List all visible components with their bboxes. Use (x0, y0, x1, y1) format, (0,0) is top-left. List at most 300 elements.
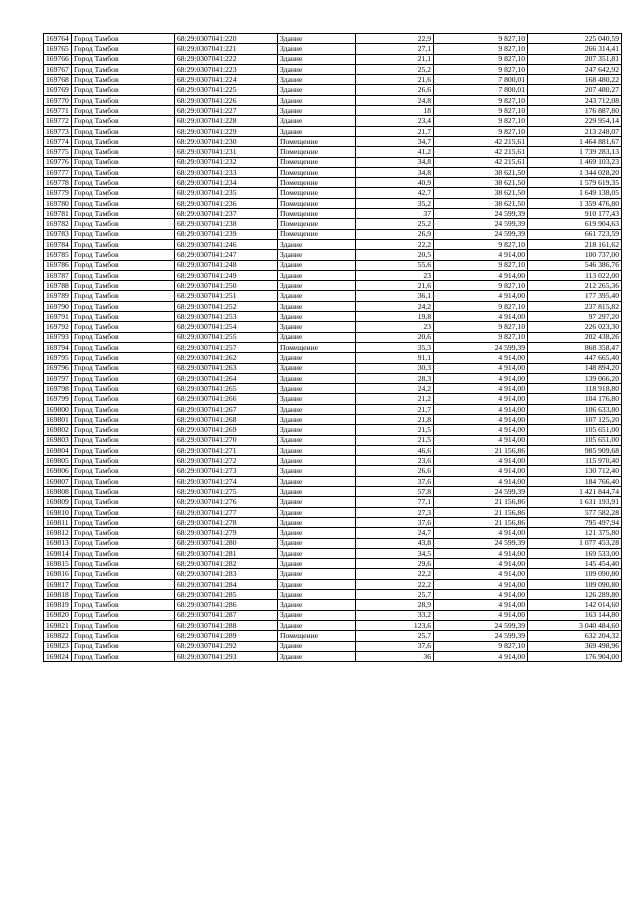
locality-cell: Город Тамбов (72, 250, 175, 260)
locality-cell: Город Тамбов (72, 445, 175, 455)
object-type-cell: Здание (278, 332, 356, 342)
cadastral-value-cell: 106 633,80 (528, 404, 622, 414)
locality-cell: Город Тамбов (72, 641, 175, 651)
area-cell: 18 (356, 106, 434, 116)
table-row (44, 198, 622, 208)
row-number-cell: 169810 (44, 507, 72, 517)
specific-value-cell: 9 827,10 (434, 332, 528, 342)
table-row (44, 456, 622, 466)
locality-cell: Город Тамбов (72, 528, 175, 538)
locality-cell: Город Тамбов (72, 579, 175, 589)
row-number-cell: 169817 (44, 579, 72, 589)
object-type-cell: Здание (278, 322, 356, 332)
table-row (44, 167, 622, 177)
row-number-cell: 169818 (44, 590, 72, 600)
cadastral-number-cell: 68:29:0307041:246 (175, 239, 278, 249)
cadastral-number-cell: 68:29:0307041:274 (175, 476, 278, 486)
area-cell: 24,7 (356, 528, 434, 538)
cadastral-value-cell: 247 642,92 (528, 64, 622, 74)
cadastral-number-cell: 68:29:0307041:268 (175, 414, 278, 424)
area-cell: 36 (356, 651, 434, 661)
cadastral-number-cell: 68:29:0307041:247 (175, 250, 278, 260)
object-type-cell: Помещение (278, 167, 356, 177)
row-number-cell: 169770 (44, 95, 72, 105)
cadastral-number-cell: 68:29:0307041:293 (175, 651, 278, 661)
locality-cell: Город Тамбов (72, 620, 175, 630)
table-row (44, 414, 622, 424)
row-number-cell: 169766 (44, 54, 72, 64)
object-type-cell: Здание (278, 641, 356, 651)
area-cell: 34,5 (356, 548, 434, 558)
object-type-cell: Помещение (278, 631, 356, 641)
object-type-cell: Здание (278, 466, 356, 476)
locality-cell: Город Тамбов (72, 476, 175, 486)
cadastral-value-cell: 105 651,00 (528, 425, 622, 435)
cadastral-number-cell: 68:29:0307041:223 (175, 64, 278, 74)
table-row (44, 342, 622, 352)
area-cell: 37,6 (356, 641, 434, 651)
area-cell: 46,6 (356, 445, 434, 455)
locality-cell: Город Тамбов (72, 487, 175, 497)
area-cell: 30,3 (356, 363, 434, 373)
area-cell: 25,2 (356, 64, 434, 74)
table-row (44, 188, 622, 198)
cadastral-value-cell: 632 204,32 (528, 631, 622, 641)
row-number-cell: 169776 (44, 157, 72, 167)
object-type-cell: Здание (278, 507, 356, 517)
area-cell: 43,8 (356, 538, 434, 548)
locality-cell: Город Тамбов (72, 559, 175, 569)
row-number-cell: 169814 (44, 548, 72, 558)
specific-value-cell: 4 914,00 (434, 384, 528, 394)
row-number-cell: 169790 (44, 301, 72, 311)
table-row (44, 497, 622, 507)
cadastral-value-cell: 113 022,00 (528, 270, 622, 280)
locality-cell: Город Тамбов (72, 312, 175, 322)
row-number-cell: 169802 (44, 425, 72, 435)
object-type-cell: Здание (278, 116, 356, 126)
specific-value-cell: 24 599,39 (434, 487, 528, 497)
cadastral-number-cell: 68:29:0307041:266 (175, 394, 278, 404)
specific-value-cell: 4 914,00 (434, 456, 528, 466)
row-number-cell: 169800 (44, 404, 72, 414)
cadastral-value-cell: 1 077 453,28 (528, 538, 622, 548)
specific-value-cell: 4 914,00 (434, 394, 528, 404)
specific-value-cell: 4 914,00 (434, 590, 528, 600)
table-row (44, 600, 622, 610)
table-row (44, 34, 622, 44)
table-row (44, 363, 622, 373)
cadastral-value-cell: 115 970,40 (528, 456, 622, 466)
table-row (44, 579, 622, 589)
object-type-cell: Здание (278, 291, 356, 301)
cadastral-value-cell: 109 090,80 (528, 579, 622, 589)
locality-cell: Город Тамбов (72, 44, 175, 54)
locality-cell: Город Тамбов (72, 106, 175, 116)
cadastral-value-cell: 229 954,14 (528, 116, 622, 126)
object-type-cell: Здание (278, 250, 356, 260)
area-cell: 27,1 (356, 44, 434, 54)
object-type-cell: Здание (278, 301, 356, 311)
object-type-cell: Здание (278, 548, 356, 558)
locality-cell: Город Тамбов (72, 64, 175, 74)
cadastral-number-cell: 68:29:0307041:232 (175, 157, 278, 167)
cadastral-value-cell: 546 386,76 (528, 260, 622, 270)
specific-value-cell: 38 621,50 (434, 198, 528, 208)
specific-value-cell: 9 827,10 (434, 95, 528, 105)
area-cell: 21,1 (356, 54, 434, 64)
object-type-cell: Здание (278, 579, 356, 589)
table-row (44, 136, 622, 146)
cadastral-value-cell: 104 176,80 (528, 394, 622, 404)
cadastral-number-cell: 68:29:0307041:280 (175, 538, 278, 548)
locality-cell: Город Тамбов (72, 353, 175, 363)
cadastral-value-cell: 142 014,60 (528, 600, 622, 610)
locality-cell: Город Тамбов (72, 651, 175, 661)
object-type-cell: Здание (278, 44, 356, 54)
locality-cell: Город Тамбов (72, 188, 175, 198)
specific-value-cell: 4 914,00 (434, 363, 528, 373)
row-number-cell: 169781 (44, 209, 72, 219)
object-type-cell: Помещение (278, 136, 356, 146)
object-type-cell: Здание (278, 34, 356, 44)
object-type-cell: Здание (278, 590, 356, 600)
specific-value-cell: 38 621,50 (434, 167, 528, 177)
specific-value-cell: 38 621,50 (434, 178, 528, 188)
cadastral-number-cell: 68:29:0307041:287 (175, 610, 278, 620)
cadastral-value-cell: 177 395,40 (528, 291, 622, 301)
cadastral-value-cell: 225 040,59 (528, 34, 622, 44)
locality-cell: Город Тамбов (72, 126, 175, 136)
locality-cell: Город Тамбов (72, 34, 175, 44)
row-number-cell: 169773 (44, 126, 72, 136)
area-cell: 21,5 (356, 435, 434, 445)
object-type-cell: Помещение (278, 209, 356, 219)
specific-value-cell: 42 215,61 (434, 136, 528, 146)
cadastral-number-cell: 68:29:0307041:275 (175, 487, 278, 497)
locality-cell: Город Тамбов (72, 363, 175, 373)
specific-value-cell: 9 827,10 (434, 301, 528, 311)
specific-value-cell: 24 599,39 (434, 342, 528, 352)
table-row (44, 353, 622, 363)
object-type-cell: Здание (278, 281, 356, 291)
locality-cell: Город Тамбов (72, 209, 175, 219)
cadastral-number-cell: 68:29:0307041:279 (175, 528, 278, 538)
table-row (44, 54, 622, 64)
specific-value-cell: 24 599,39 (434, 620, 528, 630)
table-row (44, 239, 622, 249)
specific-value-cell: 7 800,01 (434, 85, 528, 95)
table-row (44, 291, 622, 301)
cadastral-value-cell: 619 904,63 (528, 219, 622, 229)
table-row (44, 332, 622, 342)
area-cell: 123,6 (356, 620, 434, 630)
cadastral-number-cell: 68:29:0307041:255 (175, 332, 278, 342)
cadastral-number-cell: 68:29:0307041:224 (175, 75, 278, 85)
cadastral-number-cell: 68:29:0307041:276 (175, 497, 278, 507)
locality-cell: Город Тамбов (72, 167, 175, 177)
specific-value-cell: 4 914,00 (434, 425, 528, 435)
object-type-cell: Здание (278, 610, 356, 620)
cadastral-value-table (43, 33, 622, 662)
specific-value-cell: 24 599,39 (434, 631, 528, 641)
cadastral-number-cell: 68:29:0307041:270 (175, 435, 278, 445)
area-cell: 57,8 (356, 487, 434, 497)
locality-cell: Город Тамбов (72, 610, 175, 620)
locality-cell: Город Тамбов (72, 291, 175, 301)
cadastral-value-cell: 213 248,07 (528, 126, 622, 136)
cadastral-number-cell: 68:29:0307041:237 (175, 209, 278, 219)
area-cell: 29,6 (356, 559, 434, 569)
row-number-cell: 169820 (44, 610, 72, 620)
cadastral-number-cell: 68:29:0307041:228 (175, 116, 278, 126)
locality-cell: Город Тамбов (72, 569, 175, 579)
specific-value-cell: 4 914,00 (434, 600, 528, 610)
object-type-cell: Здание (278, 620, 356, 630)
cadastral-value-cell: 1 421 844,74 (528, 487, 622, 497)
specific-value-cell: 4 914,00 (434, 548, 528, 558)
table-row (44, 517, 622, 527)
area-cell: 26,9 (356, 229, 434, 239)
specific-value-cell: 9 827,10 (434, 106, 528, 116)
cadastral-number-cell: 68:29:0307041:281 (175, 548, 278, 558)
row-number-cell: 169791 (44, 312, 72, 322)
cadastral-number-cell: 68:29:0307041:221 (175, 44, 278, 54)
row-number-cell: 169793 (44, 332, 72, 342)
locality-cell: Город Тамбов (72, 435, 175, 445)
area-cell: 25,7 (356, 590, 434, 600)
area-cell: 36,1 (356, 291, 434, 301)
row-number-cell: 169813 (44, 538, 72, 548)
specific-value-cell: 24 599,39 (434, 538, 528, 548)
locality-cell: Город Тамбов (72, 281, 175, 291)
object-type-cell: Здание (278, 414, 356, 424)
cadastral-value-cell: 243 712,08 (528, 95, 622, 105)
specific-value-cell: 4 914,00 (434, 250, 528, 260)
specific-value-cell: 9 827,10 (434, 44, 528, 54)
cadastral-value-cell: 148 894,20 (528, 363, 622, 373)
cadastral-value-cell: 218 161,62 (528, 239, 622, 249)
cadastral-number-cell: 68:29:0307041:250 (175, 281, 278, 291)
table-row (44, 538, 622, 548)
area-cell: 24,8 (356, 95, 434, 105)
cadastral-value-cell: 1 464 881,67 (528, 136, 622, 146)
row-number-cell: 169768 (44, 75, 72, 85)
table-row (44, 445, 622, 455)
row-number-cell: 169785 (44, 250, 72, 260)
object-type-cell: Здание (278, 270, 356, 280)
locality-cell: Город Тамбов (72, 466, 175, 476)
locality-cell: Город Тамбов (72, 425, 175, 435)
cadastral-number-cell: 68:29:0307041:278 (175, 517, 278, 527)
specific-value-cell: 9 827,10 (434, 34, 528, 44)
table-row (44, 404, 622, 414)
object-type-cell: Помещение (278, 219, 356, 229)
table-row (44, 106, 622, 116)
locality-cell: Город Тамбов (72, 147, 175, 157)
locality-cell: Город Тамбов (72, 322, 175, 332)
table-row (44, 651, 622, 661)
area-cell: 22,9 (356, 34, 434, 44)
row-number-cell: 169815 (44, 559, 72, 569)
cadastral-value-cell: 118 918,80 (528, 384, 622, 394)
cadastral-value-cell: 1 579 619,35 (528, 178, 622, 188)
area-cell: 20,6 (356, 332, 434, 342)
row-number-cell: 169821 (44, 620, 72, 630)
row-number-cell: 169795 (44, 353, 72, 363)
table-row (44, 178, 622, 188)
cadastral-value-cell: 985 909,68 (528, 445, 622, 455)
cadastral-value-cell: 447 665,40 (528, 353, 622, 363)
cadastral-value-cell: 661 723,59 (528, 229, 622, 239)
specific-value-cell: 4 914,00 (434, 569, 528, 579)
area-cell: 35,3 (356, 342, 434, 352)
object-type-cell: Здание (278, 373, 356, 383)
row-number-cell: 169774 (44, 136, 72, 146)
table-row (44, 435, 622, 445)
table-row (44, 425, 622, 435)
object-type-cell: Здание (278, 559, 356, 569)
object-type-cell: Здание (278, 425, 356, 435)
cadastral-number-cell: 68:29:0307041:222 (175, 54, 278, 64)
area-cell: 23,4 (356, 116, 434, 126)
table-row (44, 312, 622, 322)
area-cell: 35,2 (356, 198, 434, 208)
object-type-cell: Помещение (278, 157, 356, 167)
locality-cell: Город Тамбов (72, 95, 175, 105)
area-cell: 24,2 (356, 384, 434, 394)
table-row (44, 373, 622, 383)
cadastral-value-cell: 145 454,40 (528, 559, 622, 569)
area-cell: 37,6 (356, 476, 434, 486)
object-type-cell: Здание (278, 106, 356, 116)
cadastral-value-cell: 139 066,20 (528, 373, 622, 383)
locality-cell: Город Тамбов (72, 342, 175, 352)
row-number-cell: 169788 (44, 281, 72, 291)
table-row (44, 250, 622, 260)
object-type-cell: Здание (278, 538, 356, 548)
specific-value-cell: 9 827,10 (434, 126, 528, 136)
object-type-cell: Здание (278, 517, 356, 527)
cadastral-value-cell: 163 144,80 (528, 610, 622, 620)
row-number-cell: 169771 (44, 106, 72, 116)
row-number-cell: 169816 (44, 569, 72, 579)
cadastral-number-cell: 68:29:0307041:238 (175, 219, 278, 229)
locality-cell: Город Тамбов (72, 219, 175, 229)
cadastral-value-cell: 212 265,36 (528, 281, 622, 291)
row-number-cell: 169794 (44, 342, 72, 352)
cadastral-value-cell: 226 023,30 (528, 322, 622, 332)
locality-cell: Город Тамбов (72, 301, 175, 311)
area-cell: 21,5 (356, 425, 434, 435)
cadastral-value-cell: 910 177,43 (528, 209, 622, 219)
cadastral-value-cell: 1 739 283,13 (528, 147, 622, 157)
area-cell: 23,6 (356, 456, 434, 466)
locality-cell: Город Тамбов (72, 414, 175, 424)
locality-cell: Город Тамбов (72, 239, 175, 249)
cadastral-number-cell: 68:29:0307041:282 (175, 559, 278, 569)
table-row (44, 620, 622, 630)
locality-cell: Город Тамбов (72, 270, 175, 280)
row-number-cell: 169767 (44, 64, 72, 74)
row-number-cell: 169769 (44, 85, 72, 95)
object-type-cell: Здание (278, 363, 356, 373)
row-number-cell: 169778 (44, 178, 72, 188)
table-body (44, 34, 622, 662)
row-number-cell: 169789 (44, 291, 72, 301)
specific-value-cell: 9 827,10 (434, 260, 528, 270)
area-cell: 37,6 (356, 517, 434, 527)
table-row (44, 322, 622, 332)
table-row (44, 384, 622, 394)
area-cell: 27,3 (356, 507, 434, 517)
row-number-cell: 169779 (44, 188, 72, 198)
cadastral-value-cell: 207 480,27 (528, 85, 622, 95)
specific-value-cell: 4 914,00 (434, 353, 528, 363)
cadastral-value-cell: 105 651,00 (528, 435, 622, 445)
object-type-cell: Помещение (278, 229, 356, 239)
cadastral-value-cell: 168 480,22 (528, 75, 622, 85)
cadastral-value-cell: 184 766,40 (528, 476, 622, 486)
area-cell: 19,8 (356, 312, 434, 322)
object-type-cell: Здание (278, 445, 356, 455)
cadastral-number-cell: 68:29:0307041:254 (175, 322, 278, 332)
area-cell: 37 (356, 209, 434, 219)
area-cell: 20,5 (356, 250, 434, 260)
specific-value-cell: 4 914,00 (434, 579, 528, 589)
area-cell: 25,7 (356, 631, 434, 641)
cadastral-number-cell: 68:29:0307041:230 (175, 136, 278, 146)
cadastral-number-cell: 68:29:0307041:284 (175, 579, 278, 589)
object-type-cell: Помещение (278, 147, 356, 157)
cadastral-number-cell: 68:29:0307041:271 (175, 445, 278, 455)
row-number-cell: 169783 (44, 229, 72, 239)
cadastral-value-cell: 121 375,80 (528, 528, 622, 538)
locality-cell: Город Тамбов (72, 517, 175, 527)
row-number-cell: 169804 (44, 445, 72, 455)
cadastral-number-cell: 68:29:0307041:277 (175, 507, 278, 517)
cadastral-number-cell: 68:29:0307041:272 (175, 456, 278, 466)
specific-value-cell: 4 914,00 (434, 476, 528, 486)
object-type-cell: Помещение (278, 178, 356, 188)
row-number-cell: 169786 (44, 260, 72, 270)
cadastral-number-cell: 68:29:0307041:292 (175, 641, 278, 651)
cadastral-number-cell: 68:29:0307041:233 (175, 167, 278, 177)
object-type-cell: Здание (278, 75, 356, 85)
specific-value-cell: 4 914,00 (434, 373, 528, 383)
row-number-cell: 169809 (44, 497, 72, 507)
table-row (44, 301, 622, 311)
area-cell: 55,6 (356, 260, 434, 270)
cadastral-number-cell: 68:29:0307041:267 (175, 404, 278, 414)
object-type-cell: Здание (278, 404, 356, 414)
area-cell: 34,7 (356, 136, 434, 146)
area-cell: 22,2 (356, 579, 434, 589)
cadastral-number-cell: 68:29:0307041:262 (175, 353, 278, 363)
table-row (44, 85, 622, 95)
table-row (44, 528, 622, 538)
locality-cell: Город Тамбов (72, 178, 175, 188)
cadastral-number-cell: 68:29:0307041:249 (175, 270, 278, 280)
specific-value-cell: 38 621,50 (434, 188, 528, 198)
locality-cell: Город Тамбов (72, 85, 175, 95)
specific-value-cell: 4 914,00 (434, 404, 528, 414)
area-cell: 21,7 (356, 126, 434, 136)
row-number-cell: 169823 (44, 641, 72, 651)
area-cell: 40,9 (356, 178, 434, 188)
row-number-cell: 169822 (44, 631, 72, 641)
cadastral-value-cell: 266 314,41 (528, 44, 622, 54)
